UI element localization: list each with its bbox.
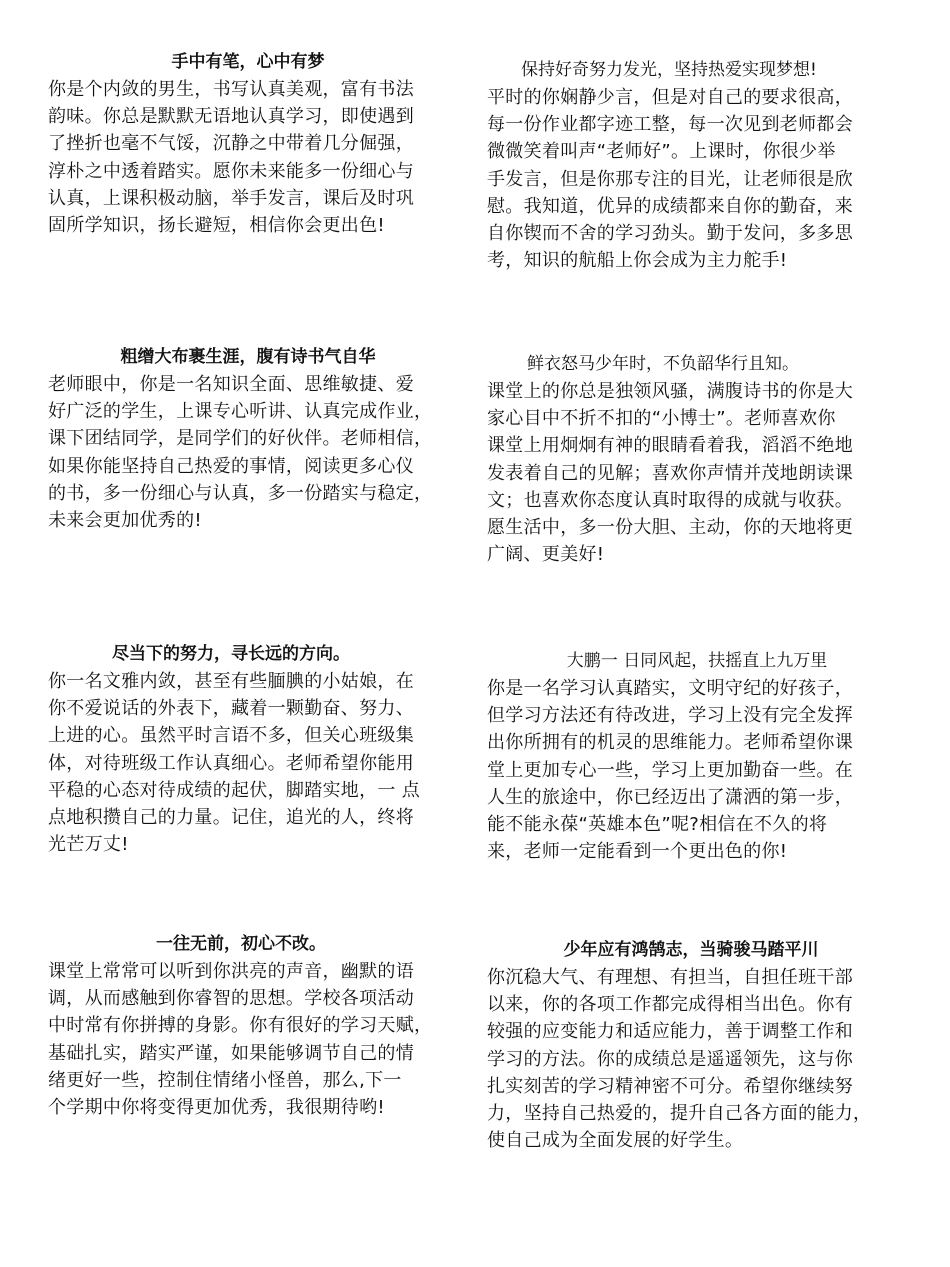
comment-title: 大鹏一 日同风起，扶摇直上九万里 [566, 651, 828, 671]
comment-body: 你是个内敛的男生，书写认真美观，富有书法 韵味。你总是默默无语地认真学习，即使遇到 了挫折也毫不气馁，沉静之中带着几分倔强， 淳朴之中透着踏实。愿你未来能多一份细心与 认真，上课积极动脑，举手发言，课后及时巩 固所学知识，扬长避短，相信你会更出色! [48, 79, 414, 237]
comment-card-7 [48, 930, 448, 1121]
comment-title: 保持好奇努力发光，坚持热爱实现梦想! [521, 60, 817, 80]
comment-card-2 [487, 56, 887, 274]
comment-card-3 [48, 343, 448, 534]
comment-card-5 [48, 640, 448, 858]
comment-title: 少年应有鸿鹄志，当骑骏马踏平川 [563, 940, 819, 960]
comment-title: 鲜衣怒马少年时，不负韶华行且知。 [527, 354, 799, 374]
comment-body: 老师眼中，你是一名知识全面、思维敏捷、爱 好广泛的学生，上课专心听讲、认真完成作业， 课下团结同学，是同学们的好伙伴。老师相信， 如果你能坚持自己热爱的事情，阅读更多心仪 的书，多一份细心与认真，多一份踏实与稳定， 未来会更加优秀的! [48, 374, 433, 532]
comment-title: 粗缯大布裹生涯，腹有诗书气自华 [120, 347, 376, 367]
comment-body: 你沉稳大气、有理想、有担当，自担任班干部 以来，你的各项工作都完成得相当出色。你有 较强的应变能力和适应能力，善于调整工作和 学习的方法。你的成绩总是遥遥领先，这与你 扎实刻苦的学习精神密不可分。希望你继续努 力，坚持自己热爱的，提升自己各方面的能力， 使自己成为全面发展的好学生。 [487, 967, 872, 1152]
comment-card-4 [487, 350, 887, 568]
comment-title: 尽当下的努力，寻长远的方向。 [112, 644, 350, 664]
comment-card-1 [48, 48, 448, 239]
comment-body: 平时的你娴静少言，但是对自己的要求很高， 每一份作业都字迹工整，每一次见到老师都会 微微笑着叫声“老师好”。上课时，你很少举 手发言，但是你那专注的目光，让老师很是欣 慰。我知道，优异的成绩都来自你的勤奋，来 自你锲而不舍的学习劲头。勤于发问，多多思 考，知识的航船上你会成为主力舵手! [487, 87, 853, 272]
comment-body: 你是一名学习认真踏实，文明守纪的好孩子， 但学习方法还有待改进，学习上没有完全发挥 出你所拥有的机灵的思维能力。老师希望你课 堂上更加专心一些，学习上更加勤奋一些。在 人生的旅途中，你已经迈出了潇洒的第一步， 能不能永葆“英雄本色”呢?相信在不久的将 来，老师一定能看到一个更出色的你! [487, 678, 853, 863]
comment-card-8 [487, 936, 887, 1154]
comment-body: 课堂上常常可以听到你洪亮的声音，幽默的语 调，从而感触到你睿智的思想。学校各项活动 中时常有你拼搏的身影。你有很好的学习天赋， 基础扎实，踏实严谨，如果能够调节自己的情 绪更好一些，控制住情绪小怪兽，那么,下一 个学期中你将变得更加优秀，我很期待哟! [48, 961, 433, 1119]
comment-card-6 [487, 647, 887, 865]
comment-title: 手中有笔，心中有梦 [171, 52, 325, 72]
comment-body: 课堂上的你总是独领风骚，满腹诗书的你是大 家心目中不折不扣的“小博士”。老师喜欢你 课堂上用炯炯有神的眼睛看着我，滔滔不绝地 发表着自己的见解；喜欢你声情并茂地朗读课 文；也喜欢你态度认真时取得的成就与收获。 愿生活中，多一份大胆、主动，你的天地将更 广阔、更美好! [487, 381, 853, 566]
comment-body: 你一名文雅内敛，甚至有些腼腆的小姑娘，在 你不爱说话的外表下，藏着一颗勤奋、努力、 上进的心。虽然平时言语不多，但关心班级集 体，对待班级工作认真细心。老师希望你能用 平稳的心态对待成绩的起伏，脚踏实地，一 点 点地积攒自己的力量。记住，追光的人，终将 光芒万丈! [48, 671, 421, 856]
comment-title: 一往无前，初心不改。 [156, 934, 326, 954]
